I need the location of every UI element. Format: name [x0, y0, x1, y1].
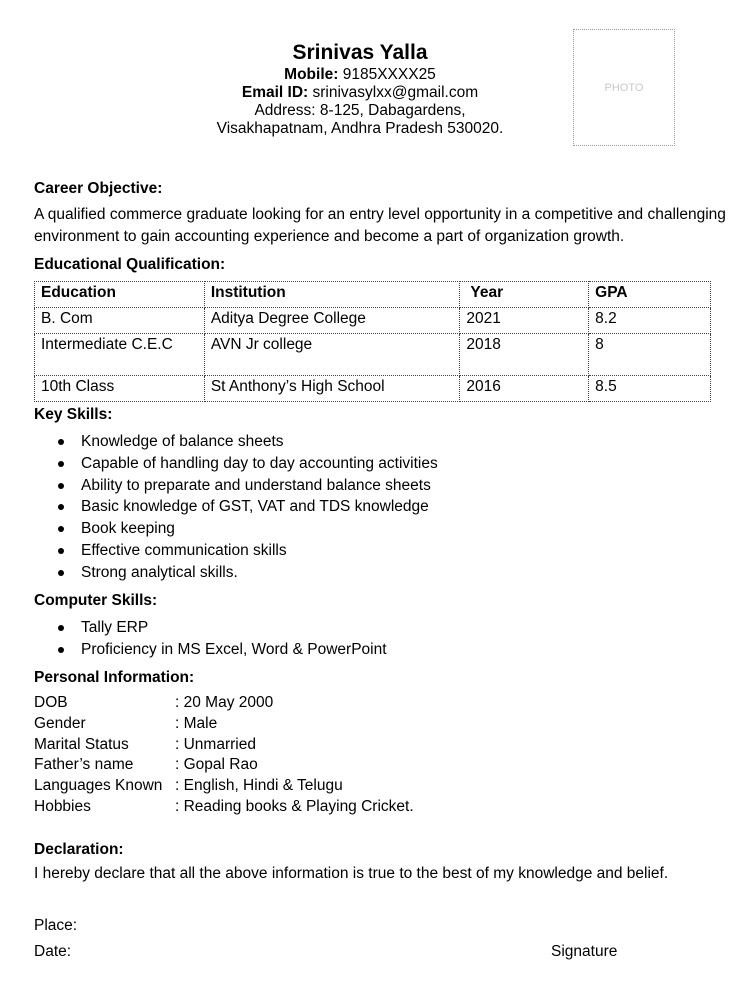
personal-info-row: [34, 797, 414, 818]
date-label: Date:: [34, 943, 72, 960]
email-value: srinivasylxx@gmail.com: [308, 84, 479, 101]
column-header: GPA: [589, 282, 711, 308]
table-cell: AVN Jr college: [204, 334, 460, 376]
mobile-label: Mobile:: [284, 66, 339, 83]
place-label: Place:: [34, 917, 78, 934]
photo-placeholder: [573, 29, 675, 146]
candidate-name: Srinivas Yalla: [292, 41, 428, 64]
table-row: [35, 376, 711, 402]
personal-info-row: [34, 693, 414, 714]
photo-label: PHOTO: [604, 82, 644, 94]
education-table: [34, 281, 711, 402]
info-label: Marital Status: [34, 735, 129, 753]
declaration-heading: Declaration:: [34, 841, 124, 858]
table-row: [35, 308, 711, 334]
mobile-value: 9185XXXX25: [338, 66, 436, 83]
info-value: : Gopal Rao: [175, 756, 258, 774]
computer-skills-list: [34, 617, 387, 661]
table-cell: 2018: [460, 334, 589, 376]
table-cell: 8.2: [589, 308, 711, 334]
column-header: Institution: [204, 282, 460, 308]
column-header: Education: [35, 282, 205, 308]
list-item: Proficiency in MS Excel, Word & PowerPoint: [34, 639, 387, 661]
email-label: Email ID:: [241, 84, 309, 101]
list-item: Ability to preparate and understand balance sheets: [34, 475, 438, 497]
table-row: [35, 334, 711, 376]
table-header-row: [35, 282, 711, 308]
resume-header: [150, 40, 570, 138]
personal-info-list: [34, 693, 414, 818]
info-value: : Male: [175, 714, 218, 732]
info-label: Father’s name: [34, 756, 134, 774]
table-cell: Aditya Degree College: [204, 308, 460, 334]
computer-skills-heading: Computer Skills:: [34, 592, 158, 609]
table-cell: 8.5: [589, 376, 711, 402]
education-heading: Educational Qualification:: [34, 256, 226, 273]
info-label: Languages Known: [34, 777, 163, 795]
key-skills-heading: Key Skills:: [34, 406, 113, 423]
career-objective-heading: Career Objective:: [34, 180, 163, 197]
list-item: Basic knowledge of GST, VAT and TDS knowledge: [34, 496, 438, 518]
table-cell: 10th Class: [35, 376, 205, 402]
mobile-line: [150, 66, 570, 84]
signature-label: Signature: [551, 943, 618, 960]
info-value: : English, Hindi & Telugu: [175, 777, 343, 795]
list-item: Knowledge of balance sheets: [34, 431, 438, 453]
personal-info-row: [34, 776, 414, 797]
column-header: Year: [460, 282, 589, 308]
info-label: DOB: [34, 694, 68, 711]
info-label: Gender: [34, 714, 86, 732]
address-line-2: Visakhapatnam, Andhra Pradesh 530020.: [216, 120, 504, 137]
personal-info-heading: Personal Information:: [34, 669, 195, 686]
info-value: : 20 May 2000: [175, 694, 274, 711]
info-label: Hobbies: [34, 797, 91, 815]
table-cell: 2021: [460, 308, 589, 334]
table-cell: Intermediate C.E.C: [35, 334, 205, 376]
email-line: [150, 84, 570, 102]
list-item: Strong analytical skills.: [34, 562, 438, 584]
info-value: : Unmarried: [175, 735, 256, 753]
key-skills-list: [34, 431, 438, 584]
declaration-text: I hereby declare that all the above information is true to the best of my knowledge and belief.: [34, 865, 669, 882]
list-item: Book keeping: [34, 518, 438, 540]
personal-info-row: [34, 714, 414, 735]
career-objective-text: A qualified commerce graduate looking for an entry level opportunity in a competitive and challenging environment to gain accounting experience and become a part of organization growth.: [34, 206, 726, 245]
table-cell: St Anthony’s High School: [204, 376, 460, 402]
list-item: Capable of handling day to day accounting activities: [34, 453, 438, 475]
address-line-1: Address: 8-125, Dabagardens,: [254, 102, 466, 119]
list-item: Tally ERP: [34, 617, 387, 639]
table-cell: B. Com: [35, 308, 205, 334]
personal-info-row: [34, 735, 414, 756]
info-value: : Reading books & Playing Cricket.: [175, 797, 414, 815]
list-item: Effective communication skills: [34, 540, 438, 562]
table-cell: 2016: [460, 376, 589, 402]
personal-info-row: [34, 755, 414, 776]
table-cell: 8: [589, 334, 711, 376]
